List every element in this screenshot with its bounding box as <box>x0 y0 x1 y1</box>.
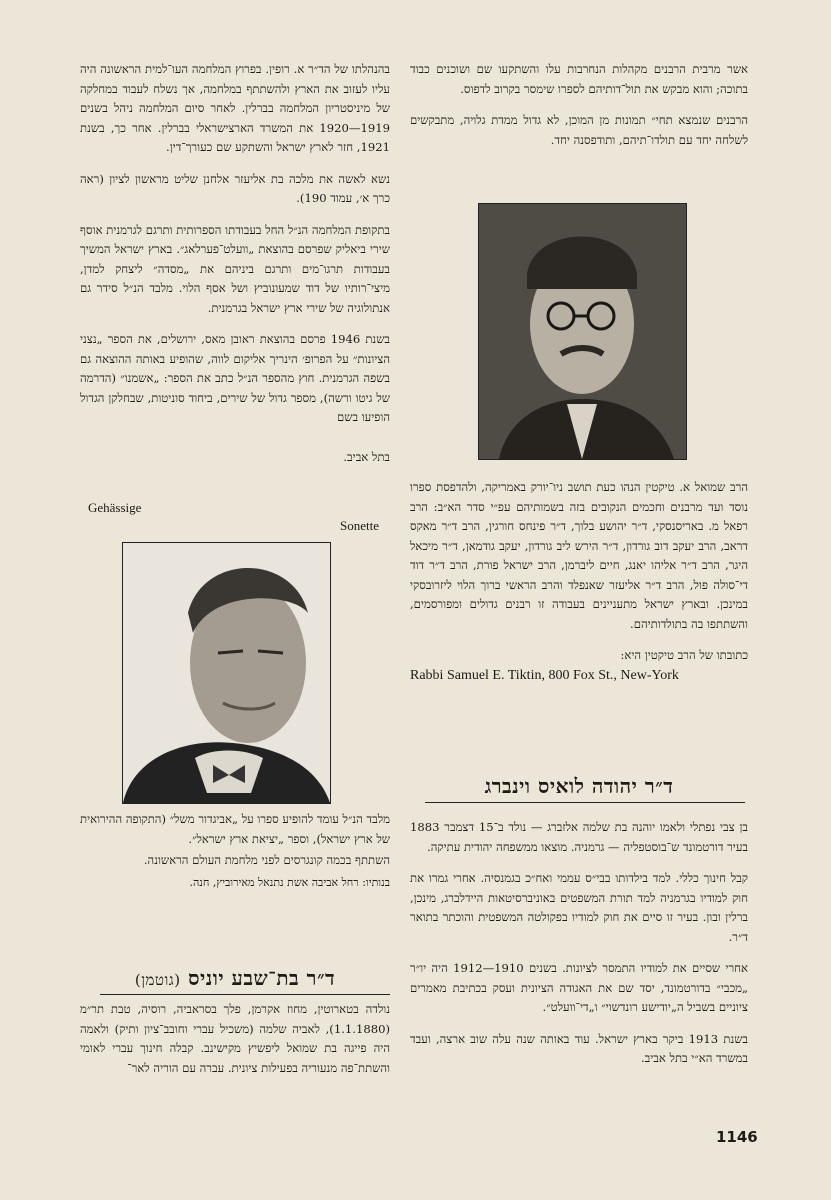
paragraph: הרבנים שנמצא תחי״ תמונות מן המוכן, לא גדול ממדת גלויה, מתבקשים לשלחה יחד עם תולדו־תיהם, ותודפסנה יחד. <box>410 113 748 147</box>
caption-block <box>410 478 748 684</box>
yonis-bio <box>80 1000 390 1090</box>
portrait-photo-tiktin <box>478 203 687 460</box>
paragraph: נשא לאשה את מלכה בת אליעזר אלחנן שליט מראשון לציון (ראה כרך א׳, עמוד 190). <box>80 171 390 205</box>
weinberg-bio <box>410 818 748 1081</box>
paragraph: בהנהלתו של הד״ר א. רופין. בפרוץ המלחמה העו־למית הראשונה היה עליו לעזוב את הארץ ולהשתתף במלחמה, אך נשלח לעבוד במחלקה של מיניסטריון המלחמה בברלין. לאחר סיום המלחמה ניהל בשנים 1919—1920 את המשרד הארצישראלי בברלין. אחר כך, בשנת 1921, חזר לארץ ישראל והשתקע שם כעורך־דין. <box>80 62 390 154</box>
paragraph: בתקופת המלחמה הנ״ל החל בעבודתו הספרותית ותרגם לגרמנית אוסף שירי ביאליק שפרסם בהוצאת „וועלט־פערלאג״. בארץ ישראל המשיך בעבודות תרגו־מים ותרגם ביניהם את „מסדה״ ליצחק למדן, מיצי־רותיו של דוד שמעונוביץ ושל אסף הלוי. מלבד הנ״ל סידר גם אנתולוגיה של שירי ארץ ישראל בגרמנית. <box>80 222 390 315</box>
heading-divider <box>425 802 745 803</box>
children-line: בנותיו: רחל אביבה אשת נתנאל מאירוביץ, חנה. <box>189 875 390 889</box>
latin-title-2: Sonette <box>340 518 379 533</box>
heading-divider <box>100 994 390 995</box>
page-number: 1146 <box>716 1128 758 1146</box>
paragraph: בשנת 1946 פרסם בהוצאת ראובן מאס, ירושלים, את הספר „נצני הציונות״ על הפרופ׳ הינריך אליקום לווה, שהופיע באותה ההוצאה גם בשפה הגרמנית. חוץ מהספר הנ״ל כתב את הספר: „אשמנו״ (הדרמה של גיטו ורשה), מספר גדול של שירים, ביחוד סוניטות, שבחלקן הגדול הופיעו בשם <box>80 332 390 424</box>
heading-sub: (גוטמן) <box>134 971 181 989</box>
paragraph: מלבד הנ״ל עומד להופיע ספרו על „אביגדור משל״ (התקופה ההירואית של ארץ ישראל), וספר „יציאת ארץ ישראל״. <box>80 812 390 846</box>
latin-title-1: Gehässige <box>88 500 142 515</box>
paragraph: אחרי שסיים את למודיו התמסר לציונות. בשנים 1910—1912 היה יו״ר „מכבי״ בדורטמונד, יסד שם את האגודה הציונית ועסק בכתיבת מאמרים ציוניים בשביל ה„יודישע רונדשוי״ ו„די־וועלט״. <box>410 961 748 1014</box>
address-label: כתובתו של הרב טיקטין היא: <box>620 648 748 662</box>
section-heading-yonis <box>80 966 390 991</box>
paragraph: בן צבי נפתלי ולאמו יוהנה בת שלמה אלזברג — נולד ב־15 דצמבר 1883 בעיר דורטמונד ש־בוסטפליה — גרמניה. מוצאו ממשפחה יהודית עתיקה. <box>410 820 748 854</box>
portrait-photo-weinberg <box>122 542 331 804</box>
photo-caption: הרב שמואל א. טיקטין הנהו כעת תושב ניו־יורק באמריקה, ולהדפסת ספרו נוסד ועד מרבנים וחכמים הנקובים בזה בשמותיהם עפ״י סדר הא״ב: הרב רפאל מ. באריסנסקי, ד״ר יהושע בלוך, ד״ר פינחס חורגין, הרב ד״ר מאקס דראב, הרב יעקב דוב גורדון, ד״ר הירש ליב גורדון, יעקב גודמאן, ד״ר מיכאל היגר, הרב ד״ר אליהו יאנג, חיים ליברמן, הרב ישראל פורת, הרב ד״ר דוד די־סולה פול, הרב ד״ר אליעזר שאנפלד והרב הראשי ברוך הלוי ליזרובסקי במינכן. ובארץ ישראל מתעניינים בעבודה זו רבנים גדולים ומפורסמים, והשתתפו בה בתולדותיהם. <box>410 480 748 631</box>
left-column <box>80 60 390 479</box>
address-text: Rabbi Samuel E. Tiktin, 800 Fox St., New-York <box>410 667 679 683</box>
section-heading-weinberg: ד״ר יהודה לואיס וינברג <box>484 774 674 798</box>
paragraph: נולדה בטארוטין, מחוז אקרמן, פלך בסראביה, רוסיה, טבת תר״מ (1.1.1880), לאביה שלמה (משכיל עברי וחובב־ציון ותיק) ולאמה היה פייגה בת שמואל ליפשיץ מקישינב. קבלה חינוך עברי לאומי והשתת־פה מנעוריה בפעילות ציונית. עברה עם הוריה לאר־ <box>80 1002 390 1075</box>
left-lower <box>80 810 390 904</box>
heading-main: ד״ר בת־שבע יוניס <box>188 966 336 990</box>
paragraph: אשר מרבית הרבנים מקהלות הנחרבות עלו והשתקעו שם ושוכנים כבוד בתוכה; והוא מבקש את תול־דותיהם לספרו שימסר בקרוב לדפוס. <box>410 62 748 96</box>
right-column <box>410 60 748 162</box>
paragraph: בשנת 1913 ביקר בארץ ישראל. עוד באותה שנה עלה שוב ארצה, ועבד במשרד הא״י בתל אביב. <box>410 1031 749 1065</box>
paragraph: השתתף בכמה קונגרסים לפני מלחמת העולם הראשונה. <box>143 853 390 867</box>
paragraph-end: בתל אביב. <box>343 449 390 464</box>
paragraph: קבל חינוך כללי. למד בילדותו בבי״ס עממי ואח״כ בגמנסיה. אחרי גמרו את חוק למודיו בגרמניה למד תורת המשפטים באוניברסיטאות היידלברג, מינכן, ברלין ובון. בעיר זו סיים את חוק למודיו בפקולטה המשפטית והוכתר בתואר ד״ר. <box>410 871 748 944</box>
